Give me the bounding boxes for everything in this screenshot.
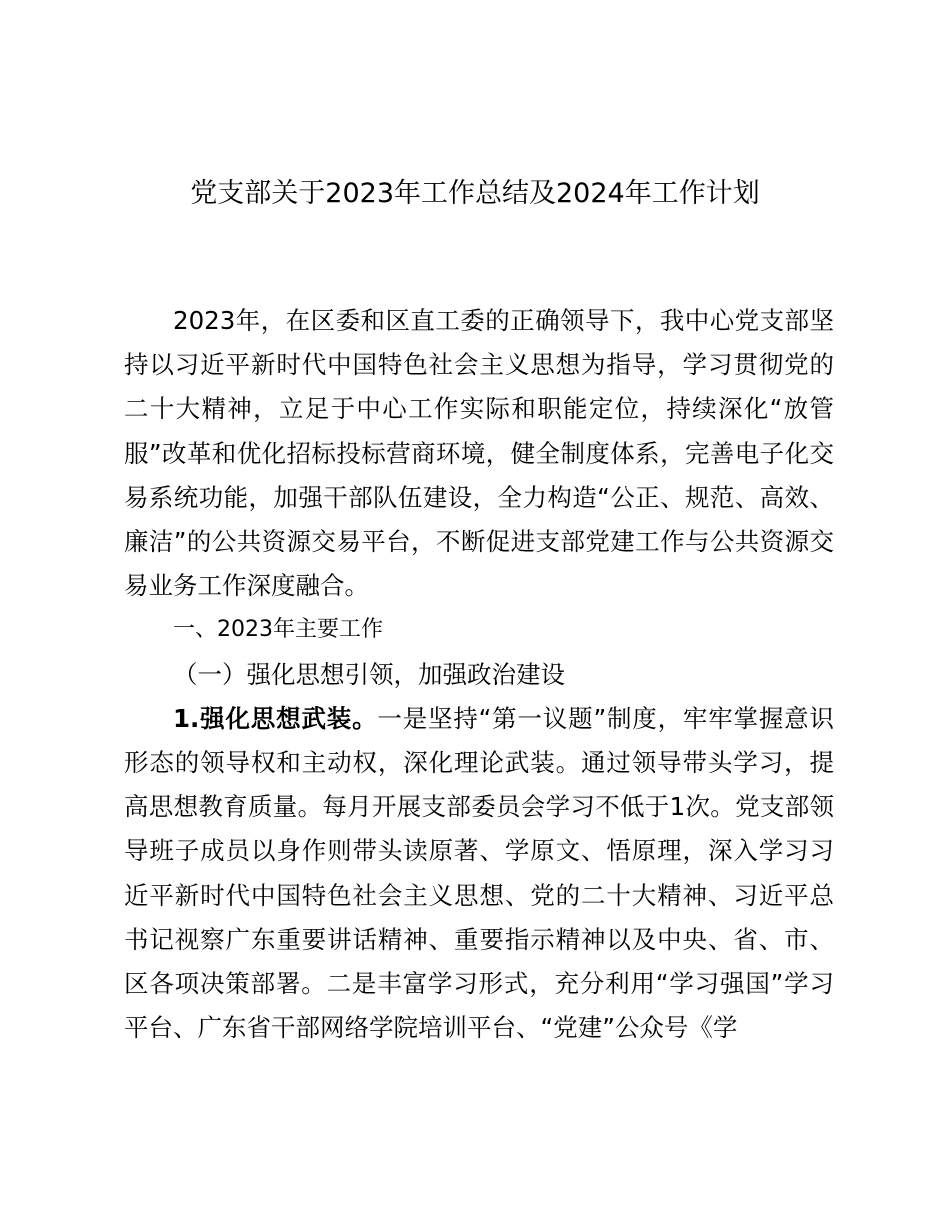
document-body [124, 299, 834, 1050]
item-lead: 1.强化思想武装。 [173, 703, 378, 733]
subsection-heading: （一）强化思想引领，加强政治建设 [173, 659, 565, 689]
section-heading: 一、2023年主要工作 [173, 617, 383, 643]
intro-paragraph: 2023年，在区委和区直工委的正确领导下，我中心党支部坚持以习近平新时代中国特色社会主义思想为指导，学习贯彻党的二十大精神，立足于中心工作实际和职能定位，持续深化“放管服”改革和优化招标投标营商环境，健全制度体系，完善电子化交易系统功能，加强干部队伍建设，全力构造“公正、规范、高效、廉洁”的公共资源交易平台，不断促进支部党建工作与公共资源交易业务工作深度融合。 [124, 306, 834, 601]
item-text: 一是坚持“第一议题”制度，牢牢掌握意识形态的领导权和主动权，深化理论武装。通过领导带头学习，提高思想教育质量。每月开展支部委员会学习不低于1次。党支部领导班子成员以身作则带头读原著、学原文、悟原理，深入学习习近平新时代中国特色社会主义思想、党的二十大精神、习近平总书记视察广东重要讲话精神、重要指示精神以及中央、省、市、区各项决策部署。二是丰富学习形式，充分利用“学习强国”学习平台、广东省干部网络学院培训平台、“党建”公众号《学 [124, 703, 835, 1043]
item-paragraph [124, 697, 834, 1051]
document-title: 党支部关于2023年工作总结及2024年工作计划 [190, 178, 760, 209]
